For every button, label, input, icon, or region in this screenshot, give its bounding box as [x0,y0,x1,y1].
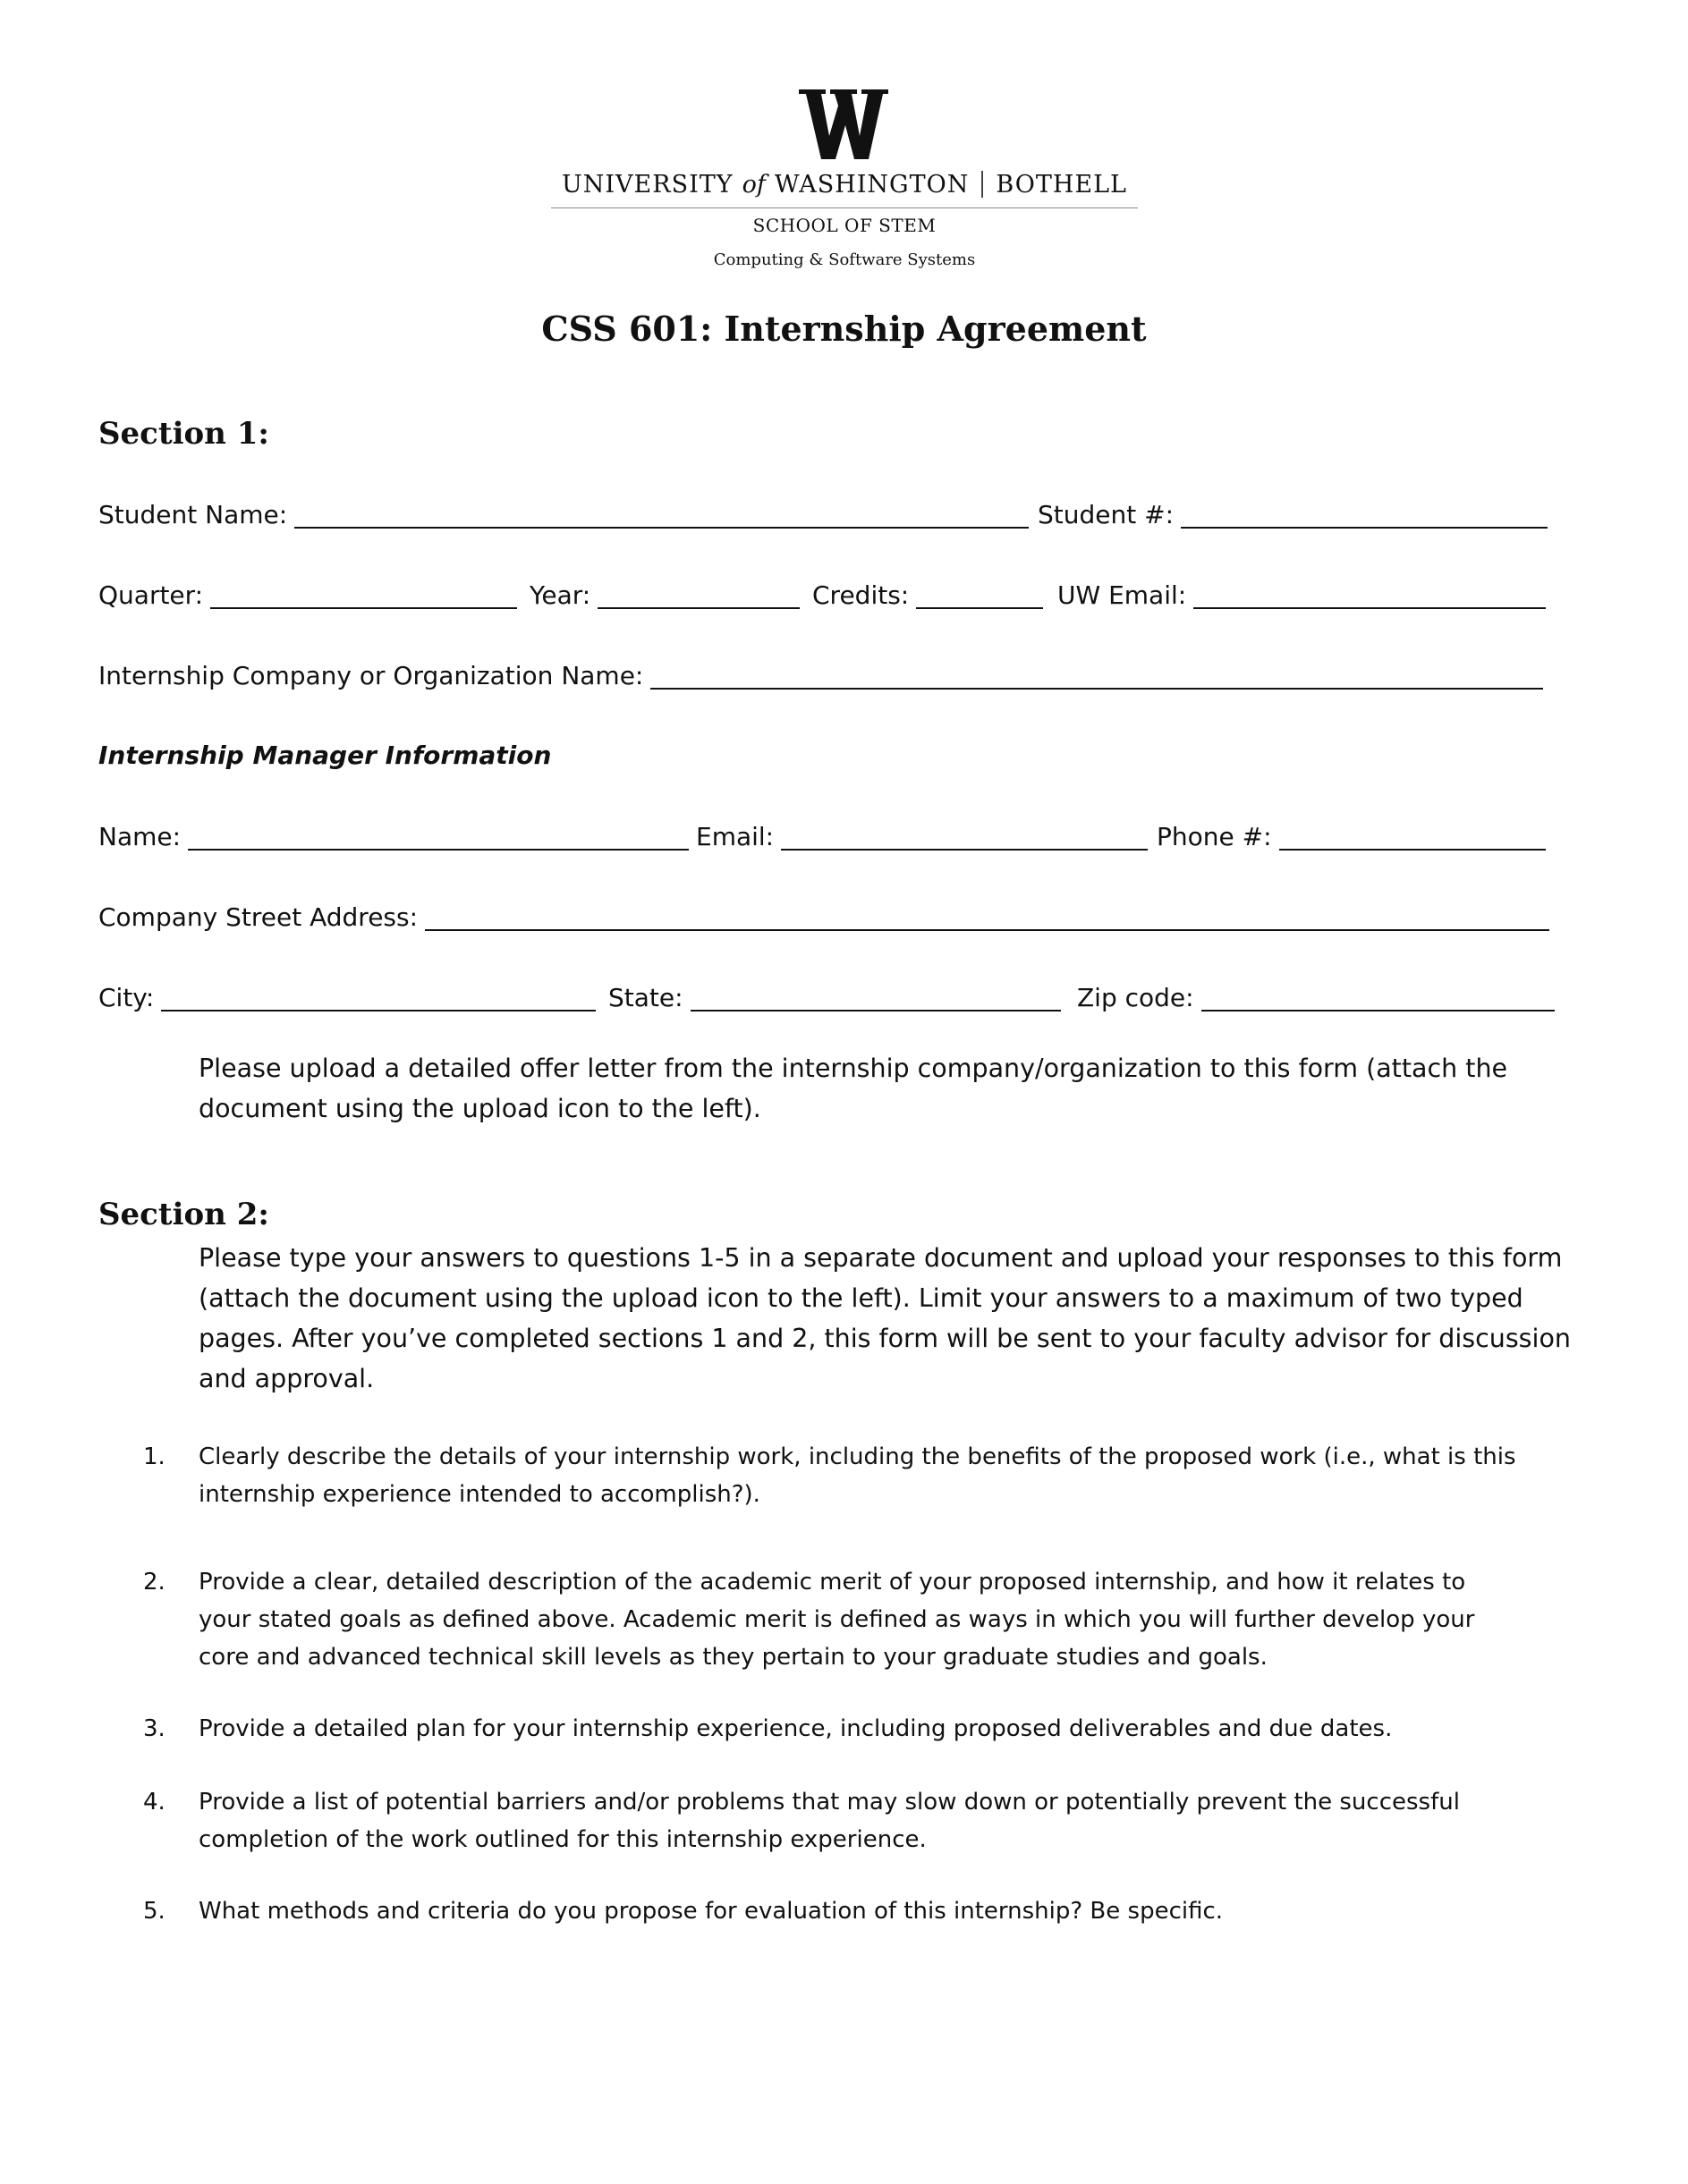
manager-phone-field[interactable] [1157,819,1546,855]
student-name-field[interactable] [98,497,1029,533]
manager-row [98,819,1548,855]
question-1-number: 1. [143,1443,165,1470]
section-2-heading: Section 2: [98,1197,269,1232]
street-row [98,900,1549,935]
manager-name-field[interactable] [98,819,689,855]
question-2-text: Provide a clear, detailed description of the academic merit of your proposed internship, and how it relates to your stated goals as defined above. Academic merit is defined as ways in which you will further develop your core and advanced technical skill levels as they pertain to your graduate studies and goals. [199,1569,1475,1671]
state-label: State: [608,983,683,1012]
city-label: City: [98,983,155,1012]
street-address-field[interactable] [98,900,1549,935]
document-title: CSS 601: Internship Agreement [541,309,1147,349]
department-name: Computing & Software Systems [713,250,976,269]
of-word: of [742,170,766,199]
university-word: UNIVERSITY [561,170,734,199]
student-number-input-line[interactable] [1181,527,1548,529]
question-1-text: Clearly describe the details of your internship work, including the benefits of the proposed work (i.e., what is this internship experience intended to accomplish?). [199,1443,1516,1508]
campus-word: BOTHELL [996,170,1127,199]
question-2-number: 2. [143,1569,165,1596]
year-field[interactable] [530,578,800,614]
header-rule [551,207,1138,208]
city-row [98,980,1557,1016]
manager-name-input-line[interactable] [188,849,689,851]
zip-input-line[interactable] [1201,1010,1555,1012]
company-name-input-line[interactable] [650,688,1543,690]
manager-phone-input-line[interactable] [1279,849,1546,851]
zip-label: Zip code: [1077,983,1194,1012]
uw-email-input-line[interactable] [1193,607,1546,609]
question-3-number: 3. [143,1715,165,1742]
student-number-field[interactable] [1038,497,1548,533]
street-address-input-line[interactable] [425,929,1549,931]
quarter-input-line[interactable] [210,607,517,609]
upload-offer-letter-note: Please upload a detailed offer letter from the internship company/organization to this form (attach the document using the upload icon to the left). [199,1054,1508,1123]
student-name-label: Student Name: [98,500,288,529]
washington-word: WASHINGTON [774,170,970,199]
manager-phone-label: Phone #: [1157,822,1272,851]
wordmark-divider [981,171,983,198]
quarter-label: Quarter: [98,580,204,610]
state-input-line[interactable] [691,1010,1061,1012]
credits-input-line[interactable] [916,607,1043,609]
question-4-text: Provide a list of potential barriers and/or problems that may slow down or potentially prevent the successful completion of the work outlined for this internship experience. [199,1789,1460,1853]
student-row [98,497,1548,533]
quarter-field[interactable] [98,578,517,614]
zip-field[interactable] [1077,980,1555,1016]
company-row [98,658,1543,694]
question-5-text: What methods and criteria do you propose for evaluation of this internship? Be specific. [199,1898,1224,1925]
uw-w-logo-icon [799,89,888,159]
credits-label: Credits: [812,580,910,610]
manager-info-heading: Internship Manager Information [98,741,552,770]
year-label: Year: [530,580,591,610]
company-name-label: Internship Company or Organization Name: [98,661,644,690]
manager-email-input-line[interactable] [781,849,1148,851]
question-3-text: Provide a detailed plan for your internship experience, including proposed deliverables and due dates. [199,1715,1393,1742]
student-number-label: Student #: [1038,500,1175,529]
city-field[interactable] [98,980,596,1016]
section-1-heading: Section 1: [98,416,269,452]
credits-field[interactable] [812,578,1043,614]
university-wordmark [551,166,1138,202]
year-input-line[interactable] [598,607,800,609]
question-4-number: 4. [143,1789,165,1816]
uw-email-label: UW Email: [1057,580,1187,610]
uw-email-field[interactable] [1057,578,1546,614]
section-2-instructions: Please type your answers to questions 1-5 in a separate document and upload your responses to this form (attach the document using the upload icon to the left). Limit your answers to a maximum of two typed pages. After you’ve completed sections 1 and 2, this form will be sent to your faculty advisor for discussion and approval. [199,1243,1571,1393]
school-name: SCHOOL OF STEM [752,215,937,236]
city-input-line[interactable] [161,1010,596,1012]
street-address-label: Company Street Address: [98,902,419,932]
manager-name-label: Name: [98,822,182,851]
manager-email-field[interactable] [696,819,1148,855]
student-name-input-line[interactable] [294,527,1029,529]
question-5-number: 5. [143,1898,165,1925]
company-name-field[interactable] [98,658,1543,694]
term-row [98,578,1548,614]
manager-email-label: Email: [696,822,775,851]
state-field[interactable] [608,980,1061,1016]
